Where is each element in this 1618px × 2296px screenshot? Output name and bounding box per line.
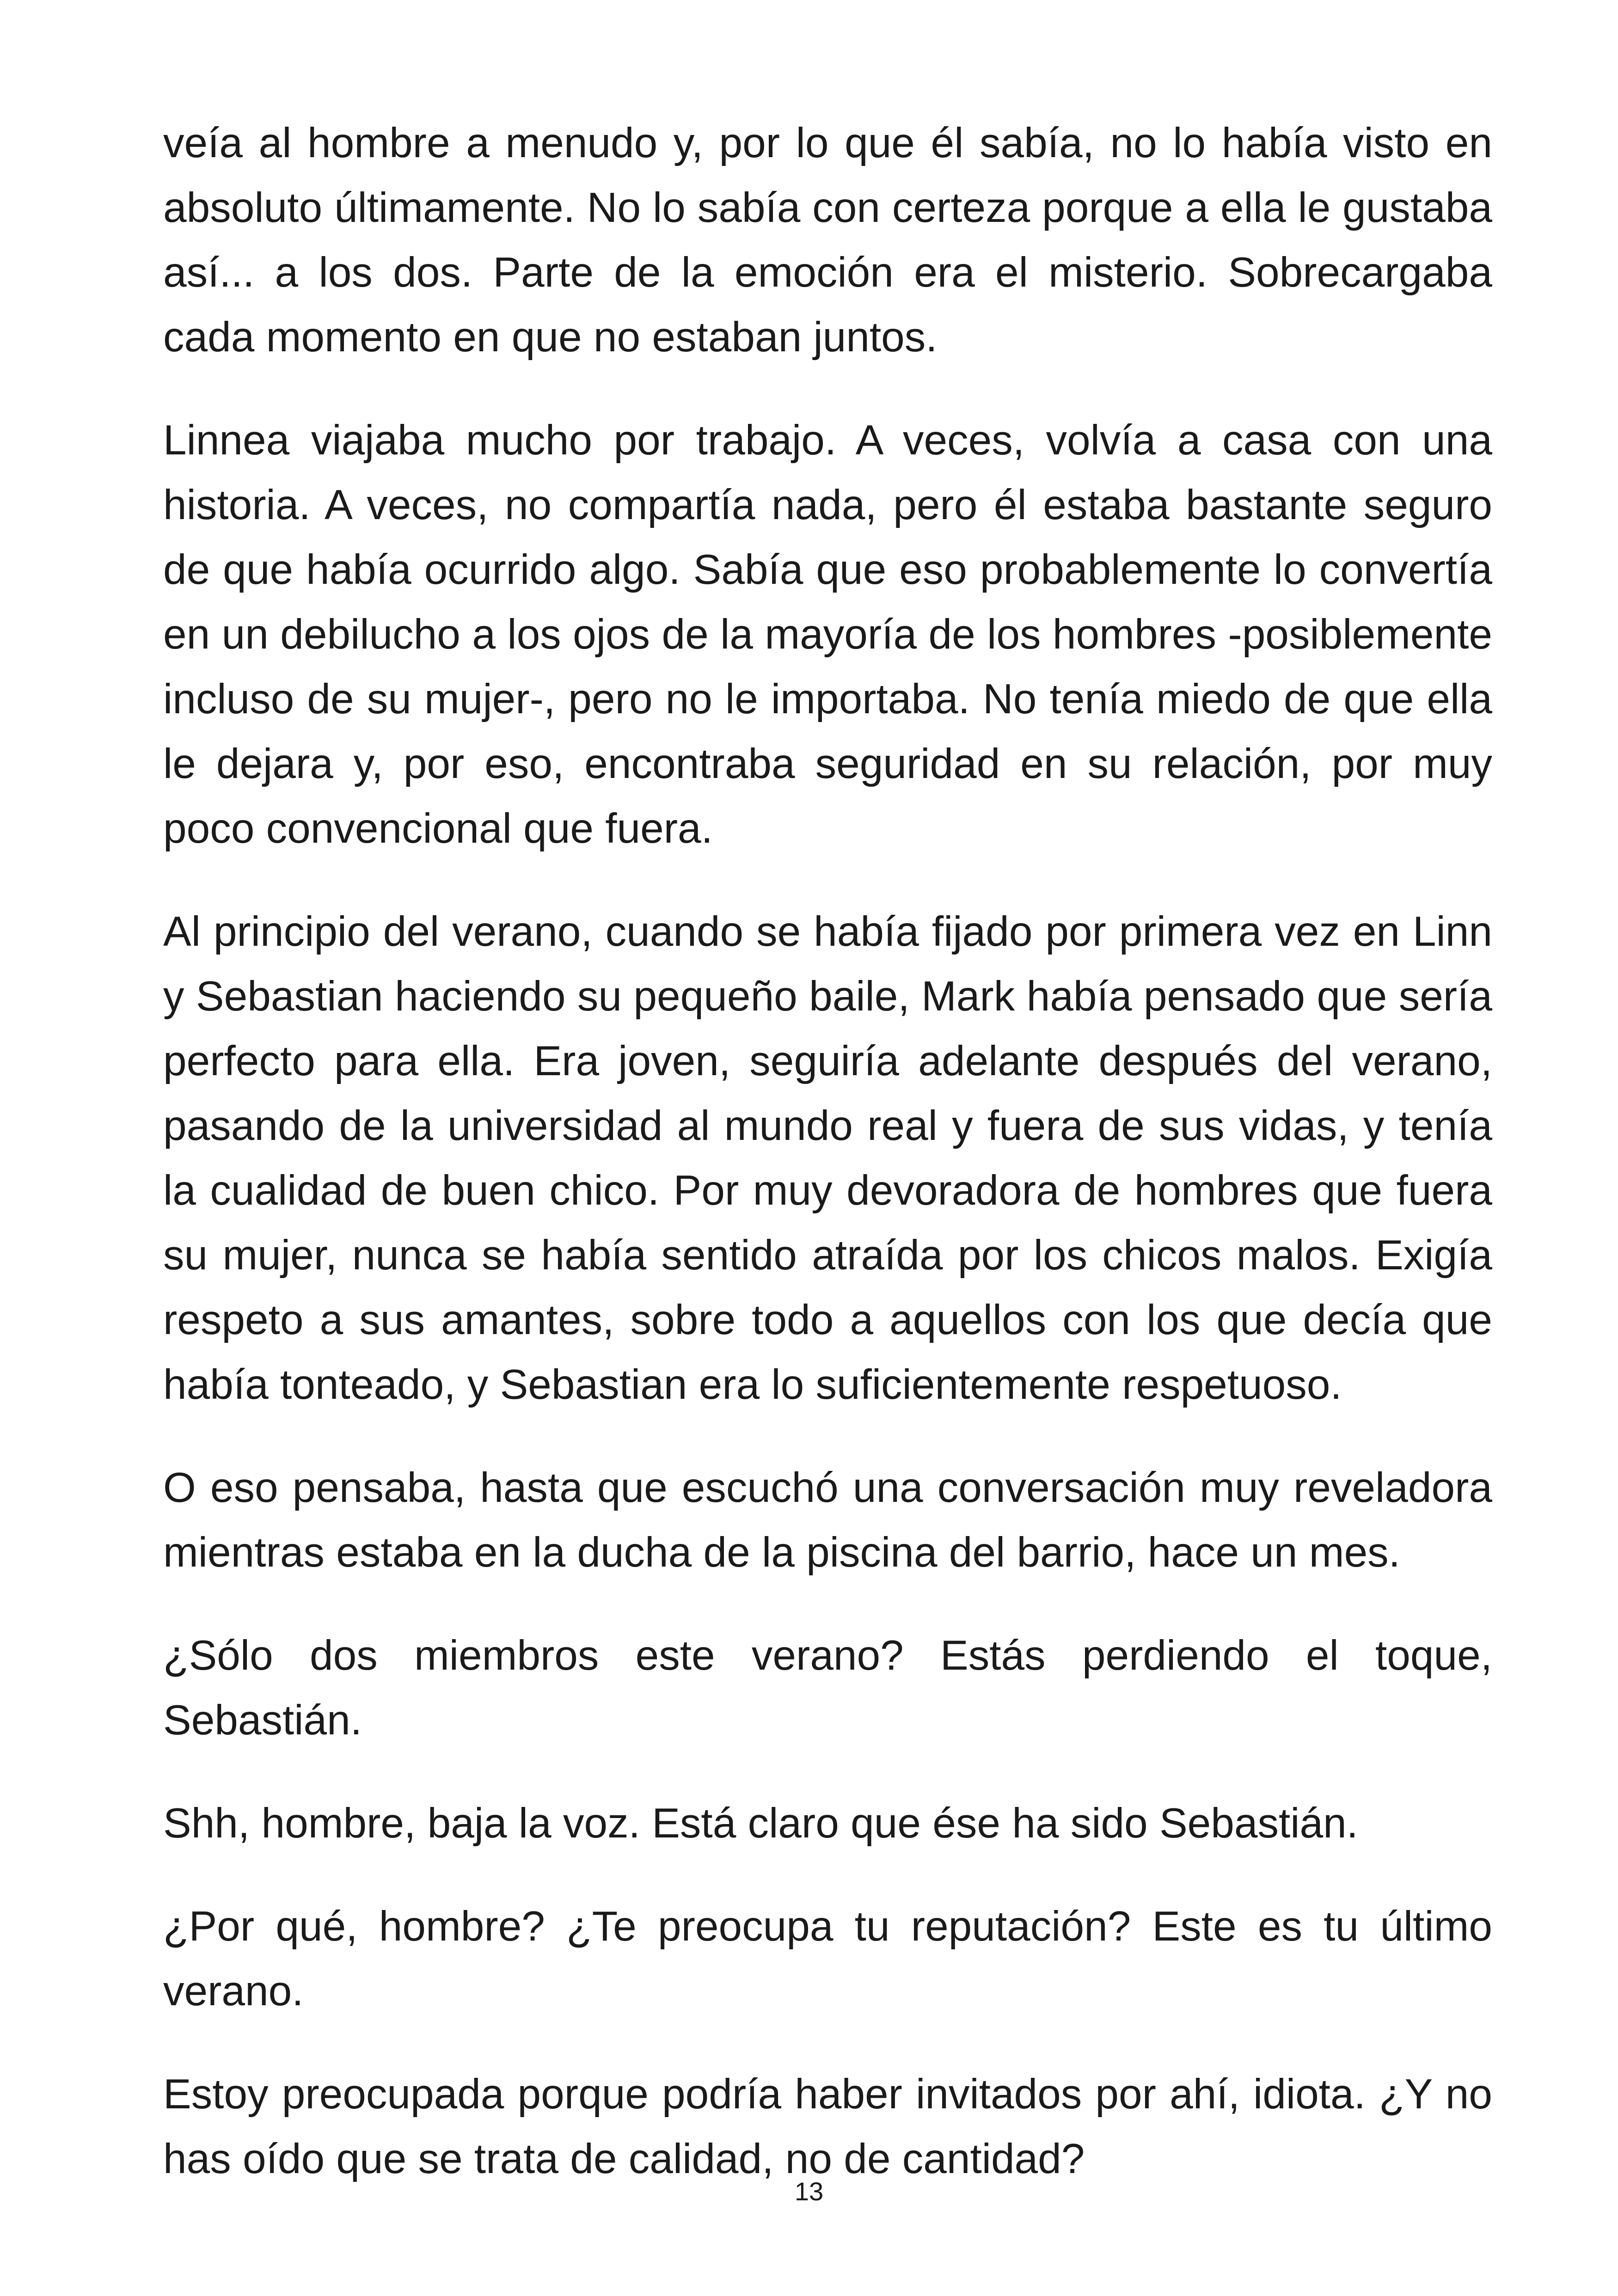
paragraph: Al principio del verano, cuando se había fijado por primera vez en Linn y Sebastian haciendo su pequeño baile, Mark había pensado que sería perfecto para ella. Era joven, seguiría adelante después del verano, pasando de la universidad al mundo real y fuera de sus vidas, y tenía la cualidad de buen chico. Por muy devoradora de hombres que fuera su mujer, nunca se había sentido atraída por los chicos malos. Exigía respeto a sus amantes, sobre todo a aquellos con los que decía que había tonteado, y Sebastian era lo suficientemente respetuoso. xyxy=(163,908,1492,1408)
paragraph: Linnea viajaba mucho por trabajo. A veces, volvía a casa con una historia. A veces, no compartía nada, pero él estaba bastante seguro de que había ocurrido algo. Sabía que eso probablemente lo convertía en un debilucho a los ojos de la mayoría de los hombres -posiblemente incluso de su mujer-, pero no le importaba. No tenía miedo de que ella le dejara y, por eso, encontraba seguridad en su relación, por muy poco convencional que fuera. xyxy=(163,417,1492,852)
body-text xyxy=(163,111,1492,2230)
paragraph: O eso pensaba, hasta que escuchó una conversación muy reveladora mientras estaba en la ducha de la piscina del barrio, hace un mes. xyxy=(163,1464,1492,1576)
paragraph: Estoy preocupada porque podría haber invitados por ahí, idiota. ¿Y no has oído que se trata de calidad, no de cantidad? xyxy=(163,2071,1492,2182)
paragraph: ¿Por qué, hombre? ¿Te preocupa tu reputación? Este es tu último verano. xyxy=(163,1903,1492,2014)
paragraph: veía al hombre a menudo y, por lo que él sabía, no lo había visto en absoluto últimamente. No lo sabía con certeza porque a ella le gustaba así... a los dos. Parte de la emoción era el misterio. Sobrecargaba cada momento en que no estaban juntos. xyxy=(163,120,1492,361)
page-number: 13 xyxy=(794,2177,824,2206)
paragraph: ¿Sólo dos miembros este verano? Estás perdiendo el toque, Sebastián. xyxy=(163,1632,1492,1744)
paragraph: Shh, hombre, baja la voz. Está claro que ése ha sido Sebastián. xyxy=(163,1800,1358,1847)
